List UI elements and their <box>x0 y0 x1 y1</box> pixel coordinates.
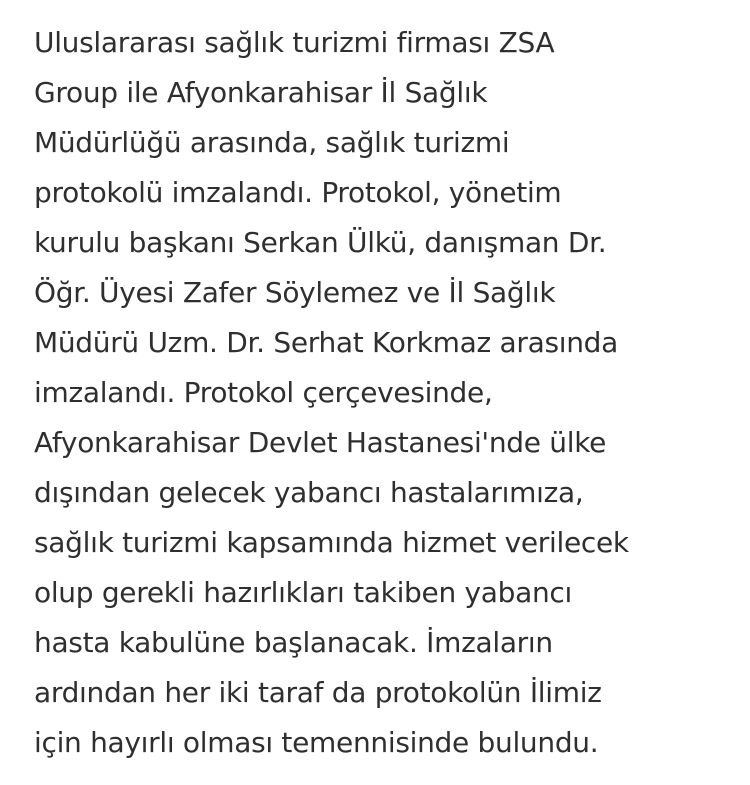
article-line-15: için hayırlı olması temennisinde bulundu. <box>34 726 599 759</box>
article-line-7: Müdürü Uzm. Dr. Serhat Korkmaz arasında <box>34 326 618 359</box>
article-line-12: olup gerekli hazırlıkları takiben yabancı <box>34 576 572 609</box>
article-line-1: Uluslararası sağlık turizmi firması ZSA <box>34 26 555 59</box>
article-line-9: Afyonkarahisar Devlet Hastanesi'nde ülke <box>34 426 607 459</box>
article-line-3: Müdürlüğü arasında, sağlık turizmi <box>34 126 510 159</box>
article-line-10: dışından gelecek yabancı hastalarımıza, <box>34 476 584 509</box>
article-line-5: kurulu başkanı Serkan Ülkü, danışman Dr. <box>34 226 607 259</box>
article-line-6: Öğr. Üyesi Zafer Söylemez ve İl Sağlık <box>34 276 556 309</box>
article-line-4: protokolü imzalandı. Protokol, yönetim <box>34 176 562 209</box>
article-line-14: ardından her iki taraf da protokolün İlimiz <box>34 676 602 709</box>
article-line-11: sağlık turizmi kapsamında hizmet verilecek <box>34 526 629 559</box>
article-line-8: imzalandı. Protokol çerçevesinde, <box>34 376 493 409</box>
article-line-13: hasta kabulüne başlanacak. İmzaların <box>34 626 553 659</box>
article-line-2: Group ile Afyonkarahisar İl Sağlık <box>34 76 488 109</box>
